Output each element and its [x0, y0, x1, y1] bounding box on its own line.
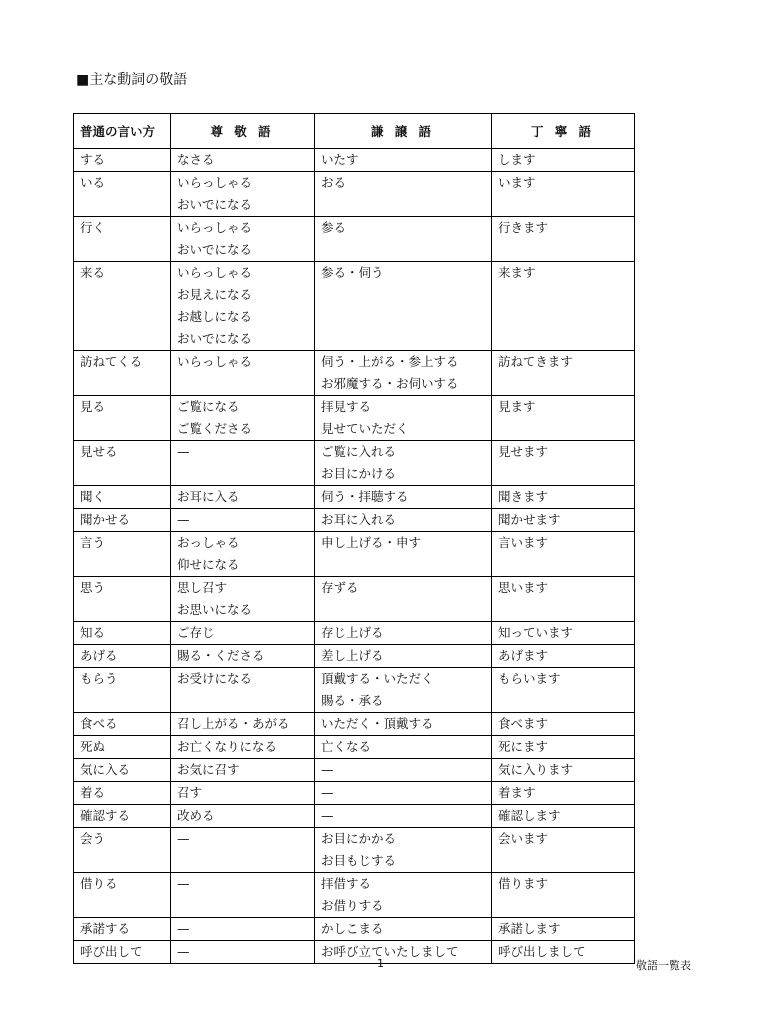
table-row — [74, 828, 635, 873]
cell-text: ご存じ — [177, 625, 215, 640]
cell-kenjogo — [315, 172, 492, 217]
cell-plain — [74, 172, 171, 217]
cell-text: — — [177, 512, 190, 527]
table-row — [74, 149, 635, 172]
cell-text: 聞きます — [498, 489, 549, 504]
cell-text: — — [177, 444, 190, 459]
cell-teineigo — [492, 828, 635, 873]
cell-text: 思う — [80, 580, 106, 595]
cell-kenjogo — [315, 736, 492, 759]
cell-kenjogo — [315, 217, 492, 262]
cell-text: ご覧になる — [177, 399, 240, 414]
table-row — [74, 532, 635, 577]
cell-text: いらっしゃる — [177, 265, 253, 280]
cell-teineigo — [492, 918, 635, 941]
cell-kenjogo — [315, 668, 492, 713]
cell-teineigo — [492, 736, 635, 759]
cell-text: 参る — [321, 220, 347, 235]
cell-kenjogo — [315, 918, 492, 941]
table-row — [74, 805, 635, 828]
cell-text: お目にかける — [321, 466, 397, 481]
cell-text: いる — [80, 175, 106, 190]
cell-text: お受けになる — [177, 671, 253, 686]
cell-text: 見ます — [498, 399, 536, 414]
cell-text: 存ずる — [321, 580, 359, 595]
cell-text: 見る — [80, 399, 106, 414]
cell-teineigo — [492, 532, 635, 577]
cell-plain — [74, 441, 171, 486]
cell-plain — [74, 149, 171, 172]
cell-teineigo — [492, 577, 635, 622]
cell-plain — [74, 532, 171, 577]
cell-text: 改める — [177, 808, 215, 823]
cell-text: おいでになる — [177, 242, 253, 257]
cell-sonkeigo — [171, 577, 315, 622]
cell-text: お気に召す — [177, 762, 240, 777]
cell-kenjogo — [315, 782, 492, 805]
cell-text: — — [321, 762, 334, 777]
cell-teineigo — [492, 396, 635, 441]
cell-text: いらっしゃる — [177, 354, 253, 369]
cell-text: — — [321, 785, 334, 800]
cell-text: おっしゃる — [177, 535, 240, 550]
cell-text: お耳に入れる — [321, 512, 397, 527]
cell-plain — [74, 918, 171, 941]
cell-text: 確認する — [80, 808, 131, 823]
cell-text: 来る — [80, 265, 106, 280]
cell-text: 承諾する — [80, 921, 131, 936]
cell-text: お呼び立ていたしまして — [321, 944, 459, 959]
table-row — [74, 396, 635, 441]
cell-text: ご覧くださる — [177, 421, 253, 436]
cell-text: — — [177, 831, 190, 846]
cell-sonkeigo — [171, 918, 315, 941]
cell-plain — [74, 622, 171, 645]
cell-teineigo — [492, 351, 635, 396]
table-header-row — [74, 114, 635, 149]
cell-text: 呼び出しまして — [498, 944, 586, 959]
cell-kenjogo — [315, 577, 492, 622]
cell-teineigo — [492, 262, 635, 351]
table-row — [74, 486, 635, 509]
cell-text: 訪ねてくる — [80, 354, 143, 369]
cell-text: する — [80, 152, 106, 167]
page-number: 1 — [377, 957, 384, 970]
cell-kenjogo — [315, 873, 492, 918]
keigo-table — [73, 113, 635, 964]
cell-teineigo — [492, 441, 635, 486]
cell-text: 着る — [80, 785, 106, 800]
cell-kenjogo — [315, 509, 492, 532]
cell-text: いただく・頂戴する — [321, 716, 434, 731]
cell-kenjogo — [315, 441, 492, 486]
cell-plain — [74, 782, 171, 805]
cell-teineigo — [492, 713, 635, 736]
cell-text: 伺う・拝聴する — [321, 489, 409, 504]
cell-text: 差し上げる — [321, 648, 384, 663]
cell-text: いらっしゃる — [177, 175, 253, 190]
table-row — [74, 217, 635, 262]
cell-text: 見せます — [498, 444, 549, 459]
cell-sonkeigo — [171, 873, 315, 918]
cell-text: お目にかかる — [321, 831, 397, 846]
cell-teineigo — [492, 486, 635, 509]
cell-text: 思し召す — [177, 580, 228, 595]
cell-text: 仰せになる — [177, 557, 240, 572]
cell-sonkeigo — [171, 759, 315, 782]
cell-text: 確認します — [498, 808, 561, 823]
cell-text: なさる — [177, 152, 215, 167]
cell-text: もらう — [80, 671, 118, 686]
cell-text: 承諾します — [498, 921, 561, 936]
cell-text: 着ます — [498, 785, 536, 800]
cell-sonkeigo — [171, 172, 315, 217]
cell-sonkeigo — [171, 351, 315, 396]
cell-plain — [74, 736, 171, 759]
cell-teineigo — [492, 782, 635, 805]
cell-text: — — [177, 921, 190, 936]
cell-text: 召す — [177, 785, 203, 800]
cell-plain — [74, 509, 171, 532]
cell-text: 頂戴する・いただく — [321, 671, 434, 686]
cell-sonkeigo — [171, 217, 315, 262]
cell-plain — [74, 828, 171, 873]
cell-sonkeigo — [171, 645, 315, 668]
cell-text: 知る — [80, 625, 106, 640]
cell-sonkeigo — [171, 441, 315, 486]
cell-sonkeigo — [171, 941, 315, 964]
cell-kenjogo — [315, 351, 492, 396]
cell-text: — — [177, 944, 190, 959]
cell-text: おいでになる — [177, 197, 253, 212]
cell-text: 賜る・くださる — [177, 648, 265, 663]
table-row — [74, 713, 635, 736]
cell-plain — [74, 645, 171, 668]
cell-sonkeigo — [171, 622, 315, 645]
cell-plain — [74, 759, 171, 782]
table-row — [74, 441, 635, 486]
cell-text: 思います — [498, 580, 549, 595]
cell-text: いたす — [321, 152, 359, 167]
cell-text: もらいます — [498, 671, 561, 686]
cell-text: 拝見する — [321, 399, 372, 414]
cell-text: 訪ねてきます — [498, 354, 573, 369]
cell-text: 参る・伺う — [321, 265, 384, 280]
cell-text: 申し上げる・申す — [321, 535, 422, 550]
cell-kenjogo — [315, 805, 492, 828]
cell-plain — [74, 873, 171, 918]
table-row — [74, 622, 635, 645]
cell-text: 行きます — [498, 220, 549, 235]
cell-kenjogo — [315, 645, 492, 668]
cell-sonkeigo — [171, 149, 315, 172]
cell-text: 気に入る — [80, 762, 131, 777]
cell-kenjogo — [315, 828, 492, 873]
cell-text: 聞かせる — [80, 512, 131, 527]
cell-sonkeigo — [171, 713, 315, 736]
cell-sonkeigo — [171, 486, 315, 509]
cell-text: 食べます — [498, 716, 549, 731]
cell-plain — [74, 262, 171, 351]
cell-text: 借ります — [498, 876, 549, 891]
cell-kenjogo — [315, 149, 492, 172]
cell-text: おいでになる — [177, 331, 253, 346]
cell-sonkeigo — [171, 805, 315, 828]
table-row — [74, 172, 635, 217]
cell-text: 会う — [80, 831, 106, 846]
cell-plain — [74, 941, 171, 964]
cell-text: 存じ上げる — [321, 625, 384, 640]
cell-text: お耳に入る — [177, 489, 240, 504]
table-row — [74, 509, 635, 532]
cell-plain — [74, 486, 171, 509]
cell-text: ご覧に入れる — [321, 444, 397, 459]
cell-text: 死にます — [498, 739, 549, 754]
table-row — [74, 262, 635, 351]
cell-kenjogo — [315, 759, 492, 782]
cell-teineigo — [492, 172, 635, 217]
cell-kenjogo — [315, 396, 492, 441]
footer-doc-title: 敬語一覧表 — [636, 959, 691, 972]
cell-text: おる — [321, 175, 347, 190]
cell-sonkeigo — [171, 509, 315, 532]
table-row — [74, 918, 635, 941]
cell-sonkeigo — [171, 828, 315, 873]
cell-kenjogo — [315, 486, 492, 509]
cell-text: 死ぬ — [80, 739, 106, 754]
header-sonkeigo: 尊敬語 — [171, 114, 315, 149]
cell-text: あげる — [80, 648, 118, 663]
cell-text: お借りする — [321, 898, 384, 913]
cell-plain — [74, 577, 171, 622]
cell-teineigo — [492, 509, 635, 532]
cell-sonkeigo — [171, 532, 315, 577]
cell-plain — [74, 351, 171, 396]
cell-text: 見せる — [80, 444, 118, 459]
cell-teineigo — [492, 668, 635, 713]
cell-text: お越しになる — [177, 309, 253, 324]
cell-text: 借りる — [80, 876, 118, 891]
cell-text: います — [498, 175, 536, 190]
cell-text: 召し上がる・あがる — [177, 716, 290, 731]
cell-plain — [74, 713, 171, 736]
table-row — [74, 782, 635, 805]
cell-teineigo — [492, 217, 635, 262]
cell-plain — [74, 217, 171, 262]
cell-text: 知っています — [498, 625, 574, 640]
cell-text: 聞かせます — [498, 512, 561, 527]
cell-text: 賜る・承る — [321, 693, 384, 708]
cell-teineigo — [492, 149, 635, 172]
cell-text: 伺う・上がる・参上する — [321, 354, 459, 369]
cell-plain — [74, 396, 171, 441]
cell-text: 行く — [80, 220, 106, 235]
cell-teineigo — [492, 759, 635, 782]
cell-text: — — [321, 808, 334, 823]
cell-text: 亡くなる — [321, 739, 372, 754]
cell-plain — [74, 668, 171, 713]
cell-sonkeigo — [171, 668, 315, 713]
cell-sonkeigo — [171, 396, 315, 441]
cell-text: お見えになる — [177, 287, 253, 302]
cell-text: いらっしゃる — [177, 220, 253, 235]
table-row — [74, 941, 635, 964]
header-kenjogo: 謙譲語 — [315, 114, 492, 149]
cell-teineigo — [492, 873, 635, 918]
cell-plain — [74, 805, 171, 828]
cell-teineigo — [492, 805, 635, 828]
cell-text: 言う — [80, 535, 106, 550]
cell-teineigo — [492, 645, 635, 668]
cell-kenjogo — [315, 262, 492, 351]
cell-text: 言います — [498, 535, 549, 550]
table-row — [74, 645, 635, 668]
cell-text: 気に入ります — [498, 762, 574, 777]
cell-kenjogo — [315, 713, 492, 736]
table-row — [74, 873, 635, 918]
cell-text: お亡くなりになる — [177, 739, 278, 754]
cell-text: 会います — [498, 831, 549, 846]
cell-text: 呼び出して — [80, 944, 143, 959]
cell-text: — — [177, 876, 190, 891]
cell-text: 拝借する — [321, 876, 372, 891]
cell-text: お目もじする — [321, 853, 397, 868]
page-title: ■主な動詞の敬語 — [76, 72, 188, 88]
cell-sonkeigo — [171, 262, 315, 351]
cell-sonkeigo — [171, 736, 315, 759]
header-teineigo: 丁寧語 — [492, 114, 635, 149]
cell-kenjogo — [315, 532, 492, 577]
table-body — [74, 149, 635, 964]
header-plain: 普通の言い方 — [74, 114, 171, 149]
cell-text: 来ます — [498, 265, 536, 280]
cell-text: します — [498, 152, 536, 167]
table-row — [74, 668, 635, 713]
table-row — [74, 736, 635, 759]
cell-text: お邪魔する・お伺いする — [321, 376, 459, 391]
cell-text: あげます — [498, 648, 549, 663]
cell-text: お思いになる — [177, 602, 253, 617]
cell-text: 聞く — [80, 489, 106, 504]
cell-sonkeigo — [171, 782, 315, 805]
table-row — [74, 577, 635, 622]
cell-teineigo — [492, 941, 635, 964]
cell-teineigo — [492, 622, 635, 645]
table-row — [74, 351, 635, 396]
cell-kenjogo — [315, 941, 492, 964]
cell-text: かしこまる — [321, 921, 384, 936]
cell-kenjogo — [315, 622, 492, 645]
cell-text: 食べる — [80, 716, 118, 731]
cell-text: 見せていただく — [321, 421, 409, 436]
table-row — [74, 759, 635, 782]
